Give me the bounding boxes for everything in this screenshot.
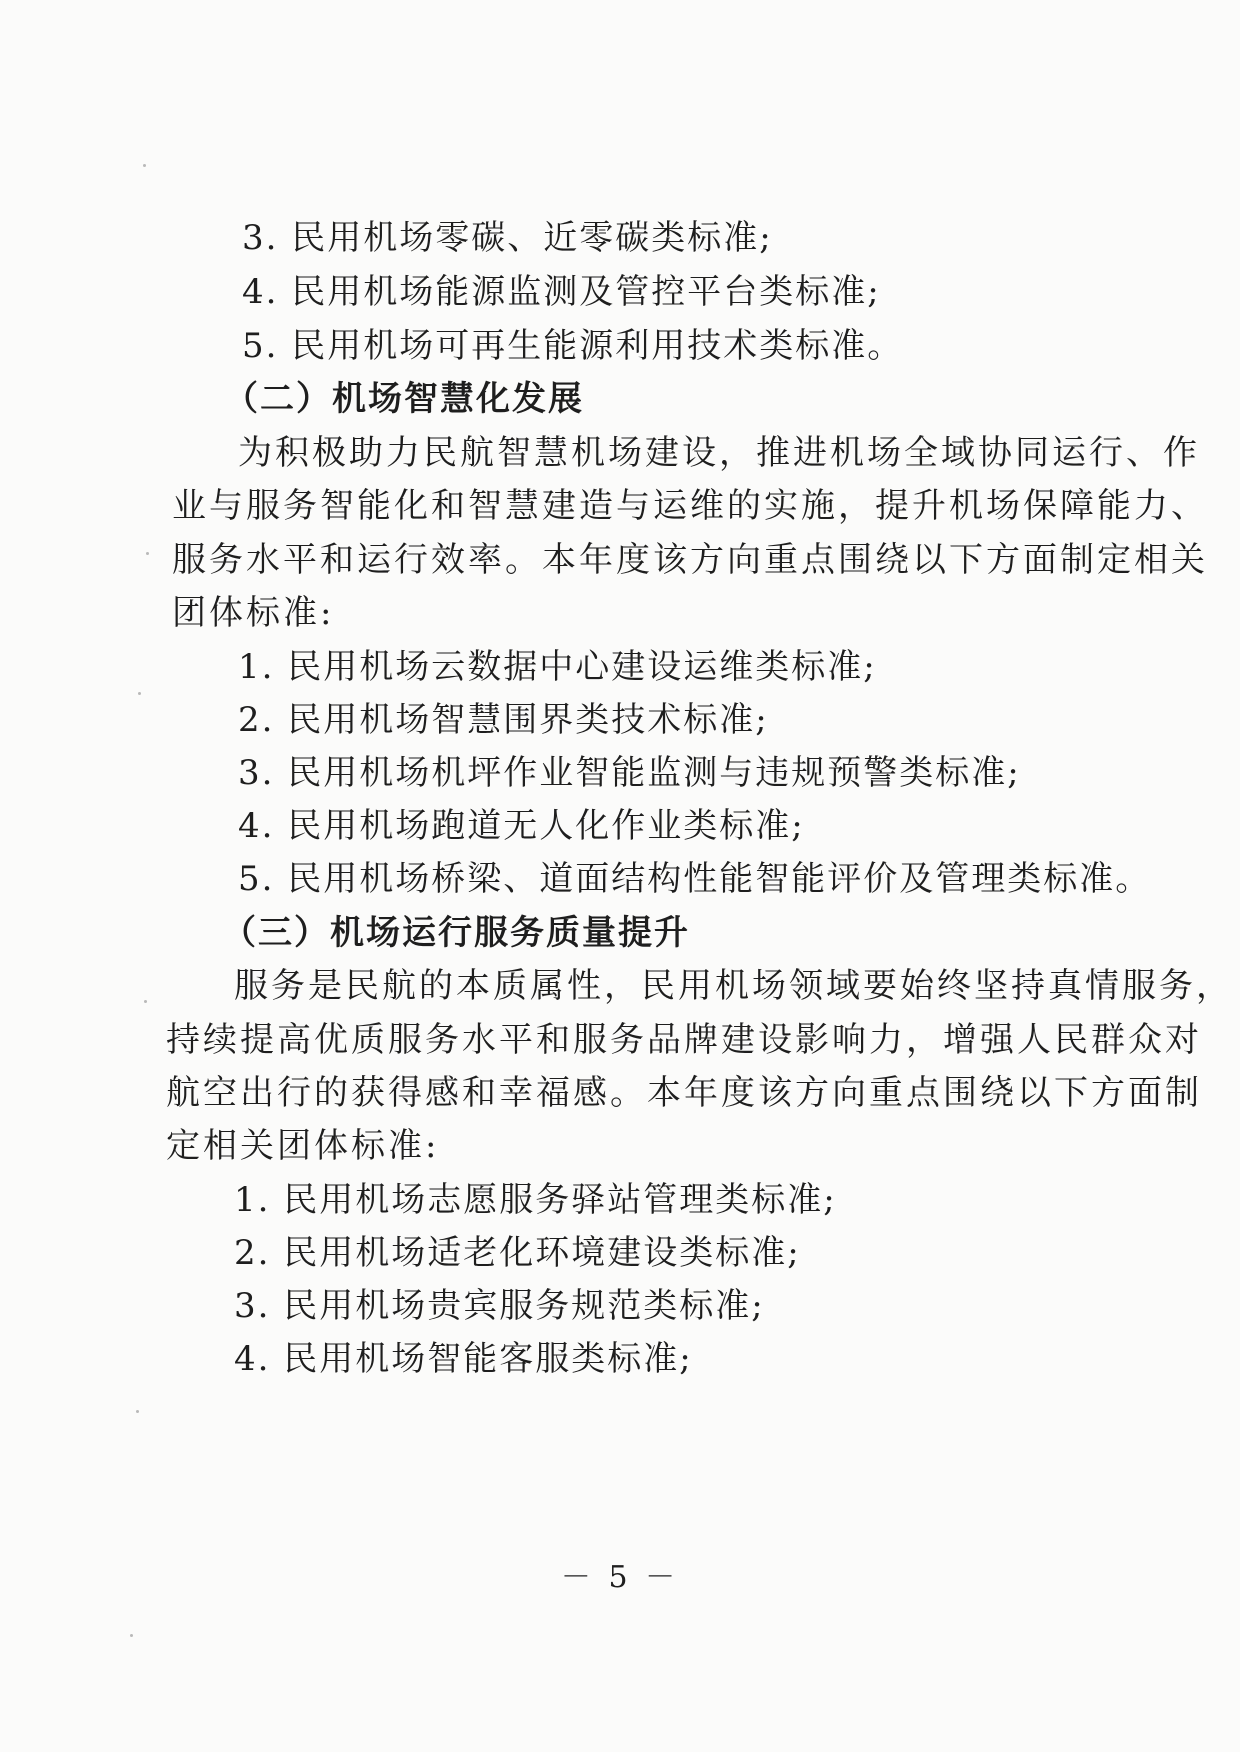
scan-speck <box>144 1000 147 1003</box>
scan-speck <box>130 1634 133 1637</box>
section-heading: （二）机场智慧化发展 <box>224 379 584 419</box>
scan-speck <box>143 164 146 167</box>
paragraph-line: 服务水平和运行效率。本年度该方向重点围绕以下方面制定相关 <box>172 540 1208 580</box>
scan-speck <box>146 552 149 555</box>
list-item: 1. 民用机场云数据中心建设运维类标准; <box>238 647 877 687</box>
list-item: 3. 民用机场零碳、近零碳类标准; <box>242 218 773 258</box>
paragraph-line: 团体标准: <box>172 593 335 633</box>
page-number: － 5 － <box>560 1560 680 1595</box>
section-heading: （三）机场运行服务质量提升 <box>222 913 690 953</box>
scan-speck <box>136 1410 139 1413</box>
list-item: 2. 民用机场适老化环境建设类标准; <box>234 1233 801 1273</box>
scan-speck <box>138 692 141 695</box>
list-item: 4. 民用机场能源监测及管控平台类标准; <box>242 272 881 312</box>
paragraph-line: 业与服务智能化和智慧建造与运维的实施，提升机场保障能力、 <box>172 486 1208 526</box>
paragraph-line: 持续提高优质服务水平和服务品牌建设影响力，增强人民群众对 <box>166 1020 1202 1060</box>
paragraph-line: 定相关团体标准: <box>166 1126 440 1166</box>
list-item: 2. 民用机场智慧围界类技术标准; <box>238 700 769 740</box>
list-item: 4. 民用机场智能客服类标准; <box>234 1339 693 1379</box>
paragraph-line: 服务是民航的本质属性，民用机场领域要始终坚持真情服务， <box>234 966 1233 1006</box>
list-item: 5. 民用机场可再生能源利用技术类标准。 <box>242 326 904 366</box>
list-item: 5. 民用机场桥梁、道面结构性能智能评价及管理类标准。 <box>238 859 1152 899</box>
list-item: 3. 民用机场机坪作业智能监测与违规预警类标准; <box>238 753 1021 793</box>
list-item: 4. 民用机场跑道无人化作业类标准; <box>238 806 805 846</box>
paragraph-line: 航空出行的获得感和幸福感。本年度该方向重点围绕以下方面制 <box>166 1073 1202 1113</box>
list-item: 3. 民用机场贵宾服务规范类标准; <box>234 1286 765 1326</box>
list-item: 1. 民用机场志愿服务驿站管理类标准; <box>234 1180 837 1220</box>
paragraph-line: 为积极助力民航智慧机场建设，推进机场全域协同运行、作 <box>238 433 1200 473</box>
